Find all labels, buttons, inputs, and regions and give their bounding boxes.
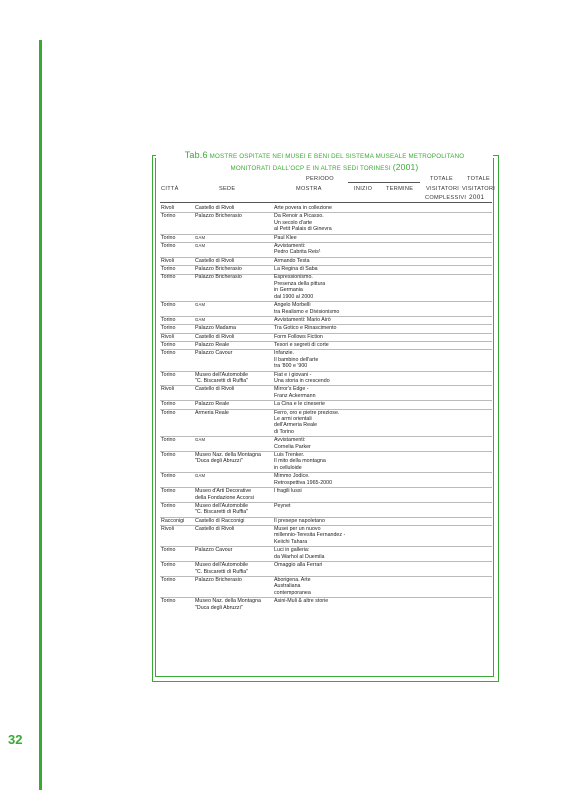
cell-sede: Palazzo Cavour <box>195 547 233 554</box>
cell-mostra: da Warhol al Duemila <box>274 553 325 560</box>
cell-citta: Rivoli <box>161 205 174 211</box>
cell-sede: GAM <box>195 473 206 479</box>
cell-mostra: Avvistamenti: <box>274 437 306 444</box>
row-divider <box>160 242 492 243</box>
header-bottom-rule <box>160 202 492 203</box>
cell-mostra: Avvistamenti: <box>274 242 306 249</box>
header-anno: 2001 <box>469 194 485 201</box>
cell-sede: "Duca degli Abruzzi" <box>195 604 243 611</box>
cell-citta: Torino <box>161 576 176 583</box>
cell-sede: Museo Naz. della Montagna <box>195 598 261 605</box>
cell-citta: Torino <box>161 266 176 273</box>
cell-mostra: Aborigena. Arte <box>274 576 311 583</box>
cell-citta: Torino <box>161 213 176 220</box>
header-complessivi: COMPLESSIVI <box>425 195 467 201</box>
cell-mostra: Da Renoir a Picasso. <box>274 213 324 220</box>
cell-citta: Torino <box>161 409 176 416</box>
cell-mostra: Avvistamenti: Mario Airò <box>274 316 331 323</box>
cell-citta: Torino <box>161 316 176 323</box>
cell-citta: Torino <box>161 502 176 509</box>
cell-citta: Torino <box>161 242 176 249</box>
cell-mostra: Il presepe napoletano <box>274 517 325 524</box>
cell-mostra: al Petit Palais di Ginevra <box>274 226 332 233</box>
cell-mostra: Le armi orientali <box>274 415 312 422</box>
cell-mostra: Keiichi Tahara <box>274 538 308 545</box>
cell-sede: Castello di Rivoli <box>195 526 235 533</box>
cell-mostra: Luis Trenker. <box>274 452 305 459</box>
cell-mostra: Una storia in crescendo <box>274 378 330 385</box>
cell-mostra: di Torino <box>274 428 294 435</box>
cell-mostra: contemporanea <box>274 589 311 596</box>
cell-mostra: Presenza della pittura <box>274 280 326 287</box>
cell-sede: Museo dell'Automobile <box>195 502 249 509</box>
title-line-1: MOSTRE OSPITATE NEI MUSEI E BENI DEL SISTEMA MUSEALE METROPOLITANO <box>209 153 465 160</box>
header-citta: CITTÀ <box>161 186 179 192</box>
cell-mostra: Il mito della montagna <box>274 458 326 465</box>
cell-mostra: La Cina e le cineserie <box>274 401 325 408</box>
cell-mostra: La Regina di Saba <box>274 266 318 273</box>
cell-mostra: Pedro Cabrita Reis¹ <box>274 249 321 256</box>
cell-citta: Torino <box>161 452 176 459</box>
cell-citta: Torino <box>161 350 176 357</box>
header-mostra: MOSTRA <box>296 186 322 192</box>
cell-sede: Palazzo Bricherasio <box>195 274 242 281</box>
cell-mostra: Omaggio alla Ferrari <box>274 562 323 569</box>
cell-mostra: in celluloide <box>274 464 302 471</box>
header-termine: TERMINE <box>386 186 414 192</box>
cell-mostra: Fiat e i giovani - <box>274 371 312 378</box>
table-title <box>156 147 493 174</box>
cell-mostra: Armando Testa <box>274 257 310 264</box>
cell-sede: Museo Naz. della Montagna <box>195 452 261 459</box>
cell-sede: Palazzo Cavour <box>195 350 233 357</box>
cell-mostra: Mimmo Jodice. <box>274 473 310 480</box>
cell-sede: "C. Biscaretti di Ruffia" <box>195 568 249 575</box>
cell-mostra: tra Realismo e Divisionismo <box>274 308 340 315</box>
cell-sede: Museo dell'Automobile <box>195 371 249 378</box>
cell-sede: Palazzo Bricherasio <box>195 576 242 583</box>
green-margin-rule <box>39 40 42 790</box>
cell-sede: Museo d'Arti Decorative <box>195 488 252 495</box>
cell-mostra: Mirror's Edge - <box>274 386 309 393</box>
row-divider <box>160 301 492 302</box>
cell-citta: Torino <box>161 371 176 378</box>
cell-mostra: Luci in galleria: <box>274 547 310 554</box>
cell-mostra: Cornelia Parker <box>274 443 311 450</box>
cell-sede: GAM <box>195 242 206 248</box>
cell-mostra: Un secolo d'arte <box>274 219 313 226</box>
row-divider <box>160 472 492 473</box>
cell-citta: Torino <box>161 274 176 281</box>
cell-mostra: Retrospettiva 1965-2000 <box>274 479 333 486</box>
cell-sede: della Fondazione Accorsi <box>195 494 254 501</box>
cell-sede: Castello di Rivoli <box>195 257 235 264</box>
cell-mostra: Paul Klee <box>274 234 297 241</box>
row-divider <box>160 436 492 437</box>
header-rule-periodo <box>348 182 420 183</box>
header-totale-2: TOTALE <box>467 176 491 182</box>
title-year: (2001) <box>392 162 419 172</box>
cell-mostra: Infanzie. <box>274 350 295 357</box>
cell-mostra: Peynet <box>274 502 291 509</box>
cell-sede: Palazzo Madama <box>195 325 236 332</box>
cell-citta: Torino <box>161 562 176 569</box>
cell-mostra: Arte povera in collezione <box>274 205 333 211</box>
cell-mostra: Tesori e segreti di corte <box>274 342 329 348</box>
cell-citta: Torino <box>161 547 176 554</box>
header-visitatori-2: VISITATORI <box>462 186 496 192</box>
cell-citta: Racconigi <box>161 517 185 524</box>
table-number: Tab.6 <box>184 150 208 160</box>
cell-sede: Castello di Rivoli <box>195 205 235 211</box>
header-periodo: PERIODO <box>306 176 334 182</box>
header-sede: SEDE <box>219 186 236 192</box>
header-totale-1: TOTALE <box>430 176 454 182</box>
cell-mostra: dal 1900 al 2000 <box>274 293 314 300</box>
cell-mostra: Il bambino dell'arte <box>274 356 319 363</box>
cell-citta: Torino <box>161 342 176 348</box>
cell-citta: Torino <box>161 488 176 495</box>
cell-citta: Torino <box>161 598 176 605</box>
cell-mostra: Ferro, oro e pietre preziose. <box>274 409 340 416</box>
cell-mostra: millennio-Teresita Fernandez - <box>274 532 346 539</box>
row-divider <box>160 234 492 235</box>
cell-sede: Castello di Rivoli <box>195 333 235 340</box>
cell-citta: Rivoli <box>161 333 174 340</box>
cell-sede: GAM <box>195 234 206 240</box>
cell-citta: Rivoli <box>161 386 174 393</box>
cell-sede: GAM <box>195 316 206 322</box>
cell-mostra: I fragili lussi <box>274 488 302 495</box>
cell-sede: GAM <box>195 437 206 443</box>
cell-mostra: tra '800 e '900 <box>274 363 308 370</box>
header-inizio: INIZIO <box>354 186 373 192</box>
cell-citta: Torino <box>161 401 176 408</box>
cell-sede: Palazzo Reale <box>195 342 230 348</box>
cell-sede: Castello di Rivoli <box>195 386 235 393</box>
cell-citta: Torino <box>161 473 176 480</box>
cell-mostra: dell'Armeria Reale <box>274 422 318 429</box>
cell-citta: Torino <box>161 234 176 241</box>
title-line-2: MONITORATI DALL'OCP E IN ALTRE SEDI TORINESI <box>230 165 391 172</box>
cell-sede: Museo dell'Automobile <box>195 562 249 569</box>
cell-sede: Castello di Racconigi <box>195 517 245 524</box>
cell-sede: "Duca degli Abruzzi" <box>195 458 243 465</box>
cell-sede: Palazzo Bricherasio <box>195 213 242 220</box>
cell-mostra: Tra Gotico e Rinascimento <box>274 325 337 332</box>
cell-sede: Palazzo Reale <box>195 401 230 408</box>
cell-citta: Rivoli <box>161 526 174 533</box>
cell-sede: "C. Biscaretti di Ruffia" <box>195 378 249 385</box>
cell-citta: Torino <box>161 325 176 332</box>
cell-sede: GAM <box>195 302 206 308</box>
header-visitatori-1: VISITATORI <box>426 186 460 192</box>
cell-mostra: Espressionismo. <box>274 274 313 281</box>
cell-mostra: Musei per un nuovo <box>274 526 321 533</box>
cell-citta: Torino <box>161 437 176 444</box>
cell-sede: Palazzo Bricherasio <box>195 266 242 273</box>
cell-mostra: in Germania <box>274 287 303 294</box>
cell-citta: Rivoli <box>161 257 174 264</box>
cell-mostra: Australiana <box>274 583 301 590</box>
cell-citta: Torino <box>161 302 176 309</box>
cell-sede: "C. Biscaretti di Ruffia" <box>195 509 249 516</box>
cell-mostra: Form Follows Fiction <box>274 333 323 340</box>
cell-mostra: Asini-Muli & altre storie <box>274 598 329 605</box>
cell-mostra: Angelo Morbelli <box>274 302 311 309</box>
cell-mostra: Franz Ackermann <box>274 392 316 399</box>
cell-sede: Armeria Reale <box>195 409 229 416</box>
page-number: 32 <box>8 732 23 747</box>
